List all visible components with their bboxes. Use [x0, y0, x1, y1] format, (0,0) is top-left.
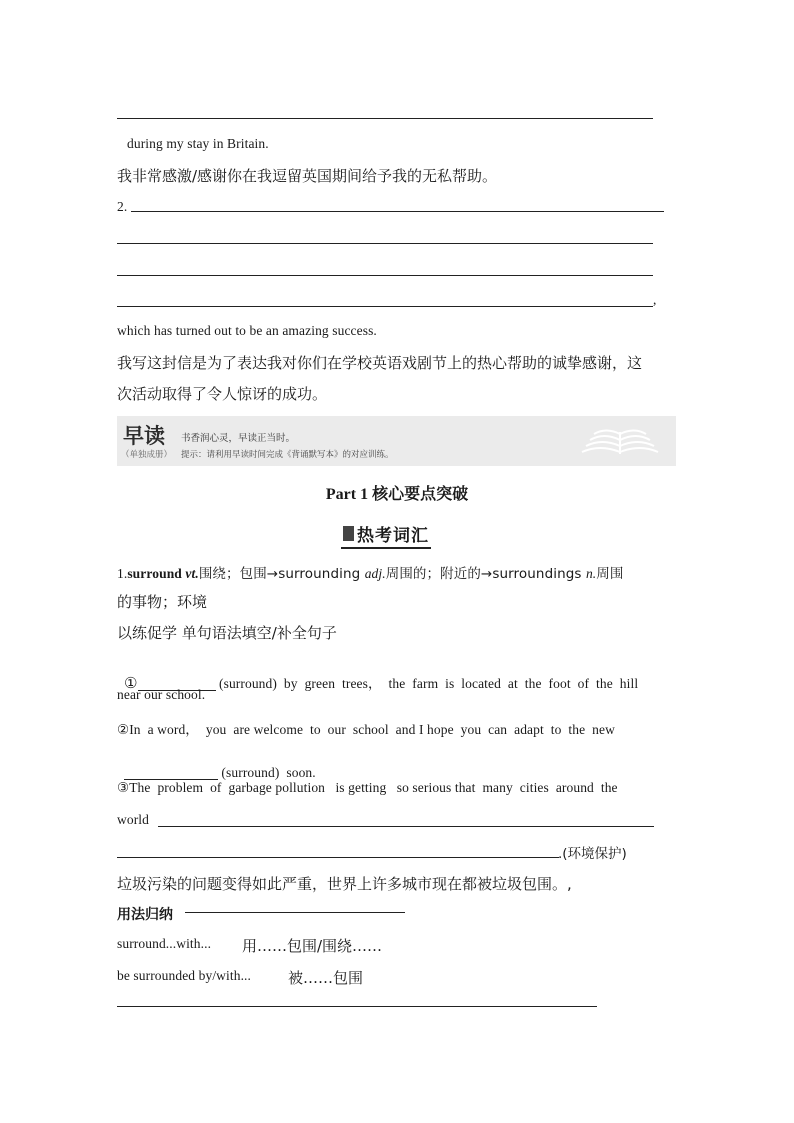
answer-line[interactable]: [131, 211, 664, 212]
answer-line[interactable]: [117, 243, 653, 244]
question-text: (surround) soon.: [117, 749, 316, 781]
definition-continued: 的事物；环境: [117, 593, 208, 611]
practice-title: 以练促学 单句语法填空/补全句子: [117, 624, 337, 642]
definition: 围绕；包围→surrounding: [198, 566, 365, 582]
usage-pattern: be surrounded by/with...: [117, 968, 252, 983]
answer-line[interactable]: [158, 826, 654, 827]
divider: [185, 912, 405, 913]
headword: surround: [127, 566, 182, 581]
heading-marker-icon: [343, 526, 354, 541]
sentence-end: during my stay in Britain.: [127, 136, 269, 151]
definition: 周围的；附近的→surroundings: [385, 566, 586, 582]
part-title: Part 1 核心要点突破: [325, 486, 469, 503]
answer-line[interactable]: [117, 118, 653, 119]
answer-line[interactable]: [117, 857, 559, 858]
usage-title: 用法归纳: [117, 907, 173, 923]
morning-reading-banner: [117, 416, 676, 466]
question-mark: ①: [123, 674, 138, 692]
translation: 我写这封信是为了表达我对你们在学校英语戏剧节上的热心帮助的诚挚感谢，这: [117, 354, 643, 372]
translation: 次活动取得了令人惊讶的成功。: [117, 385, 328, 403]
question-text: near our school.: [117, 687, 206, 702]
part-of-speech: vt.: [185, 566, 199, 581]
banner-title: 早读: [123, 424, 165, 448]
translation: 垃圾污染的问题变得如此严重，世界上许多城市现在都被垃圾包围。,: [117, 875, 572, 893]
banner-subtitle: （单独成册）: [121, 450, 173, 460]
question-text: (surround) by green trees， the farm is located at the foot of the hill: [215, 676, 639, 691]
open-book-icon: [578, 422, 662, 460]
topic-note: .(环境保护): [558, 846, 627, 862]
sentence-end: which has turned out to be an amazing success.: [117, 323, 377, 338]
banner-tip: 提示：请利用早读时间完成《背诵默写本》的对应训练。: [181, 450, 394, 460]
part-of-speech: adj.: [364, 566, 386, 581]
section-heading: 热考词汇: [341, 521, 431, 549]
item-number: 2.: [117, 199, 128, 214]
translation: 我非常感激/感谢你在我逗留英国期间给予我的无私帮助。: [117, 167, 498, 185]
part-of-speech: n.: [585, 566, 597, 581]
answer-line[interactable]: [117, 275, 653, 276]
question-2: ②In a word， you are welcome to our school and I hope you can adapt to the new: [117, 722, 615, 737]
usage-meaning: 用……包围/围绕……: [242, 937, 383, 955]
comma: ,: [653, 292, 657, 307]
answer-blank[interactable]: [124, 765, 218, 780]
question-3: ③The problem of garbage pollution is getting so serious that many cities around the: [117, 780, 618, 795]
usage-pattern: surround...with...: [117, 936, 212, 951]
vocab-entry: [117, 562, 679, 582]
banner-slogan: 书香润心灵，早读正当时。: [181, 433, 296, 444]
divider: [117, 1006, 597, 1007]
answer-line[interactable]: [117, 306, 653, 307]
usage-meaning: 被……包围: [288, 969, 364, 987]
question-text: world: [117, 812, 149, 827]
definition: 周围: [596, 566, 624, 582]
entry-number: 1.: [117, 566, 128, 581]
